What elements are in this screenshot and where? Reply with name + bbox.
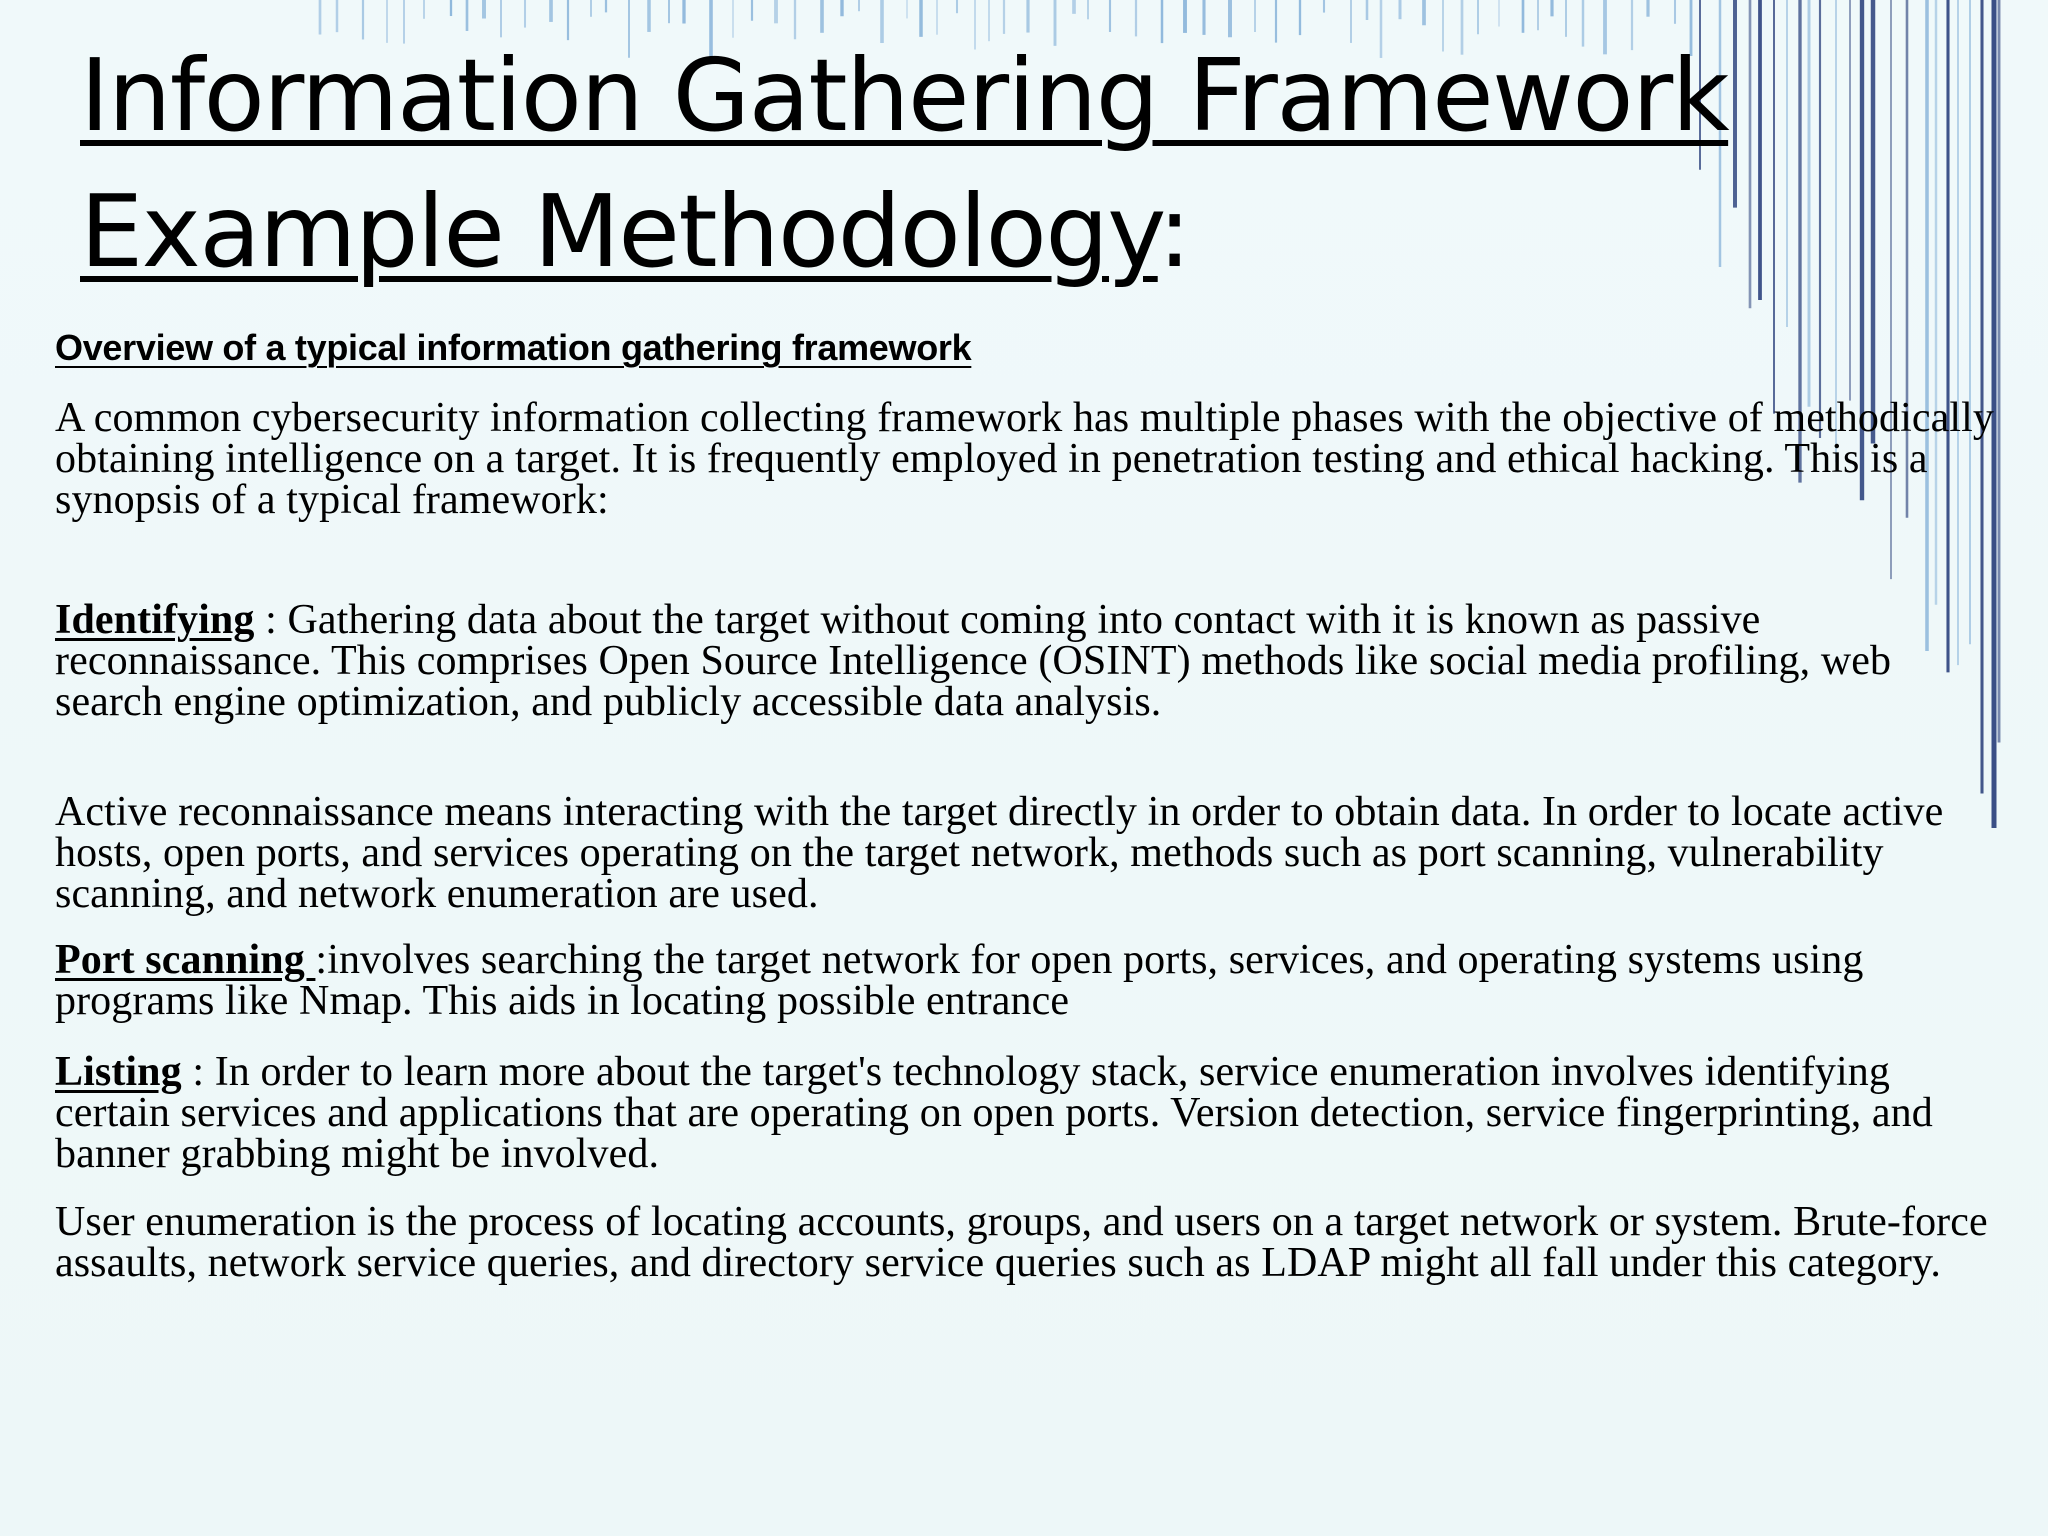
- port-scanning-text: :involves searching the target network for open ports, services, and operating systems using programs like Nmap. This aids in locating possible entrance: [55, 937, 1864, 1024]
- active-recon-paragraph: Active reconnaissance means interacting with the target directly in order to obtain data. In order to locate active hosts, open ports, and services operating on the target network, methods such as port scanning, vulnerability scanning, and network enumeration are used.: [55, 789, 1944, 917]
- identifying-text: : Gathering data about the target without coming into contact with it is known as passive reconnaissance. This comprises Open Source Intelligence (OSINT) methods like social media profiling, web search engine optimization, and publicly accessible data analysis.: [55, 597, 1892, 725]
- intro-paragraph: A common cybersecurity information collecting framework has multiple phases with the objective of methodically obtaining intelligence on a target. It is frequently employed in penetration testing and ethical hacking. This is a synopsis of a typical framework:: [55, 395, 1994, 523]
- title-line-1: Information Gathering Framework: [80, 37, 1729, 154]
- port-scanning-term: Port scanning: [55, 937, 316, 983]
- port-scanning-paragraph: [55, 937, 2005, 1024]
- slide-title: [80, 28, 1728, 300]
- title-line-2: Example Methodology: [80, 173, 1158, 290]
- listing-paragraph: [55, 1049, 2005, 1177]
- user-enumeration-paragraph: User enumeration is the process of locating accounts, groups, and users on a target network or system. Brute-force assaults, network service queries, and directory service queries such as LDAP might all fall under this category.: [55, 1199, 1988, 1286]
- identifying-term: Identifying: [55, 597, 255, 643]
- title-colon: :: [1157, 173, 1190, 290]
- identifying-paragraph: [55, 597, 2005, 725]
- listing-text: : In order to learn more about the target's technology stack, service enumeration involves identifying certain services and applications that are operating on open ports. Version detection, service fingerprinting, and banner grabbing might be involved.: [55, 1049, 1933, 1177]
- listing-term: Listing: [55, 1049, 182, 1095]
- section-subheading: Overview of a typical information gathering framework: [55, 327, 972, 368]
